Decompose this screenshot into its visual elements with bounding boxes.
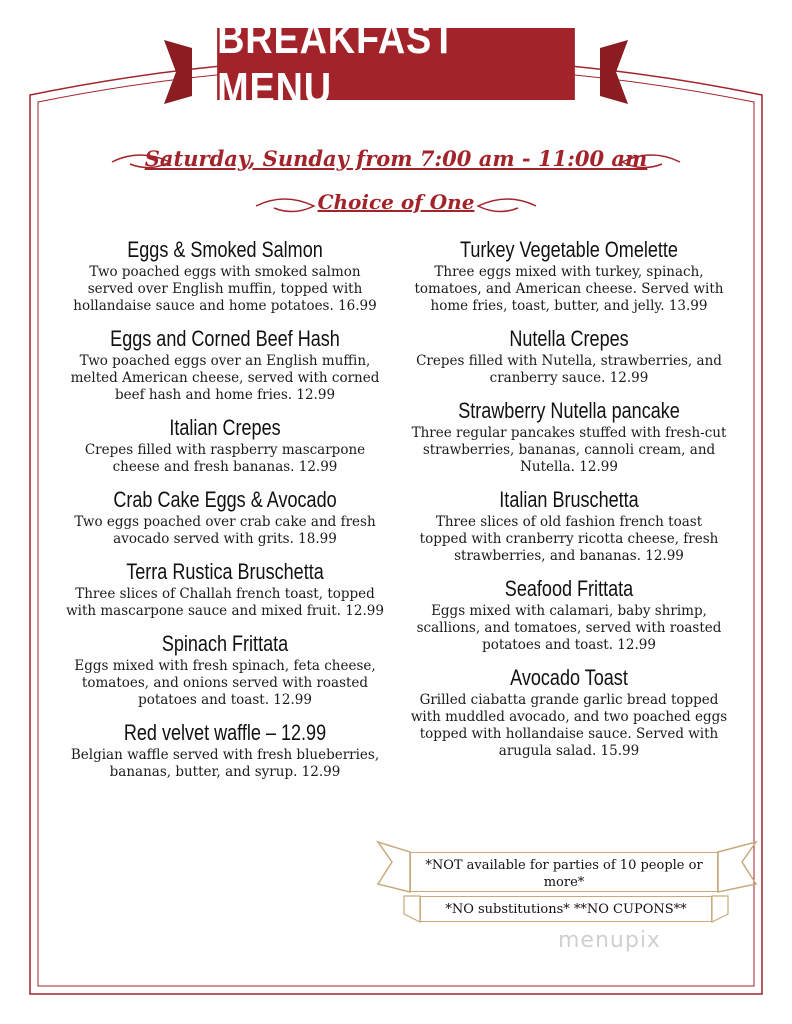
menu-item <box>66 486 384 548</box>
item-description: Two poached eggs over an English muffin, melted American cheese, served with corned beef hash and home fries. 12.99 <box>70 353 380 403</box>
menu-item <box>66 325 384 404</box>
menu-title: BREAKFAST MENU <box>217 28 575 100</box>
item-description: Three slices of Challah french toast, topped with mascarpone sauce and mixed fruit. 12.99 <box>66 586 384 619</box>
menu-item <box>410 397 728 476</box>
menu-item <box>66 414 384 476</box>
menu-item <box>410 325 728 387</box>
item-description: Eggs mixed with fresh spinach, feta cheese, tomatoes, and onions served with roasted potatoes and toast. 12.99 <box>74 658 376 708</box>
item-name: Italian Bruschetta <box>499 487 639 512</box>
item-description: Two poached eggs with smoked salmon served over English muffin, topped with hollandaise sauce and home potatoes. 16.99 <box>73 264 377 314</box>
item-description: Crepes filled with raspberry mascarpone cheese and fresh bananas. 12.99 <box>84 442 366 475</box>
item-description: Eggs mixed with calamari, baby shrimp, scallions, and tomatoes, served with roasted potatoes and toast. 12.99 <box>416 603 722 653</box>
party-size-note: *NOT available for parties of 10 people or more* <box>410 852 718 892</box>
menu-item <box>410 664 728 760</box>
item-description: Two eggs poached over crab cake and fresh avocado served with grits. 18.99 <box>74 514 376 547</box>
item-name: Strawberry Nutella pancake <box>458 398 680 423</box>
menu-item <box>410 486 728 565</box>
item-name: Seafood Frittata <box>504 576 634 601</box>
item-price: – 12.99 <box>260 720 327 745</box>
menu-item <box>66 558 384 620</box>
menu-item <box>410 236 728 315</box>
item-description: Crepes filled with Nutella, strawberries, and cranberry sauce. 12.99 <box>416 353 722 386</box>
item-description: Three eggs mixed with turkey, spinach, tomatoes, and American cheese. Served with home fries, toast, butter, and jelly. 13.99 <box>414 264 724 314</box>
item-name: Crab Cake Eggs & Avocado <box>113 487 337 512</box>
schedule-line: Saturday, Sunday from 7:00 am - 11:00 am <box>144 146 648 171</box>
substitutions-note: *NO substitutions* **NO CUPONS** <box>420 896 712 922</box>
item-name: Italian Crepes <box>169 415 281 440</box>
item-description: Three slices of old fashion french toast topped with cranberry ricotta cheese, fresh strawberries, and bananas. 12.99 <box>419 514 719 564</box>
item-description: Belgian waffle served with fresh blueberries, bananas, butter, and syrup. 12.99 <box>70 747 380 780</box>
item-name: Terra Rustica Bruschetta <box>126 559 324 584</box>
menu-item <box>66 236 384 315</box>
menu-item <box>410 575 728 654</box>
item-name: Red velvet waffle <box>123 720 261 745</box>
item-name: Turkey Vegetable Omelette <box>460 237 678 262</box>
choice-subtitle: Choice of One <box>317 190 475 214</box>
item-name: Spinach Frittata <box>161 631 289 656</box>
item-name: Eggs and Corned Beef Hash <box>110 326 340 351</box>
menu-item <box>66 719 384 781</box>
right-menu-column <box>410 236 728 770</box>
item-name-with-price <box>95 719 356 747</box>
item-name: Eggs & Smoked Salmon <box>127 237 323 262</box>
item-description: Three regular pancakes stuffed with fresh-cut strawberries, bananas, cannoli cream, and Nutella. 12.99 <box>411 425 727 475</box>
item-description: Grilled ciabatta grande garlic bread topped with muddled avocado, and two poached eggs topped with hollandaise sauce. Served with arugula salad. 15.99 <box>410 692 728 759</box>
watermark: menupix <box>558 928 661 953</box>
left-menu-column <box>66 236 384 791</box>
item-name: Avocado Toast <box>510 665 628 690</box>
menu-item <box>66 630 384 709</box>
item-name: Nutella Crepes <box>509 326 629 351</box>
